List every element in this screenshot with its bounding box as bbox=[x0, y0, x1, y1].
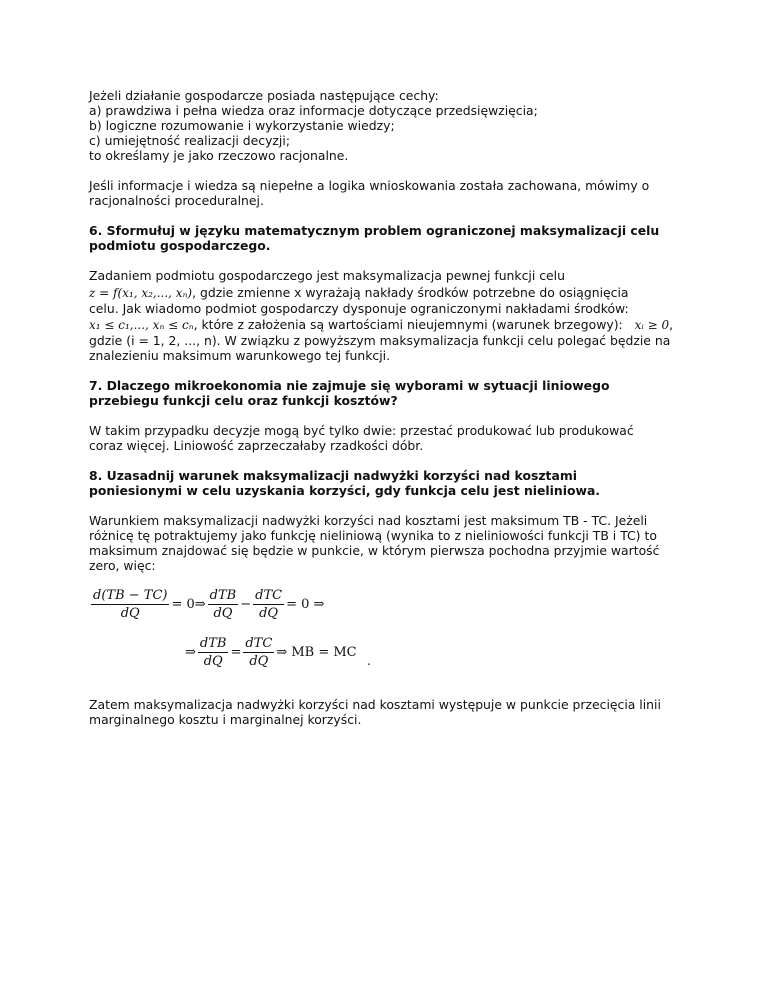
question-8-heading: poniesionymi w celu uzyskania korzyści, gdy funkcja celu jest nieliniowa. bbox=[89, 483, 601, 498]
question-6-heading: podmiotu gospodarczego. bbox=[89, 238, 271, 253]
answer-line: różnicę tę potraktujemy jako funkcję nieliniową (wynika to z nieliniowości funkcji TB i TC) to bbox=[89, 528, 657, 543]
answer-line: Warunkiem maksymalizacji nadwyżki korzyści nad kosztami jest maksimum TB - TC. Jeżeli bbox=[89, 513, 648, 528]
conclusion-line: Zatem maksymalizacja nadwyżki korzyści nad kosztami występuje w punkcie przecięcia linii bbox=[89, 697, 661, 712]
answer-line: W takim przypadku decyzje mogą być tylko dwie: przestać produkować lub produkować bbox=[89, 423, 634, 438]
answer-line: coraz więcej. Liniowość zaprzeczałaby rzadkości dóbr. bbox=[89, 438, 424, 453]
intro-line: c) umiejętność realizacji decyzji; bbox=[89, 133, 290, 148]
paragraph-line: racjonalności proceduralnej. bbox=[89, 193, 264, 208]
conclusion-line: marginalnego kosztu i marginalnej korzyści. bbox=[89, 712, 362, 727]
answer-line: zero, więc: bbox=[89, 558, 156, 573]
paragraph-line: Jeśli informacje i wiedza są niepełne a logika wnioskowania została zachowana, mówimy o bbox=[89, 178, 650, 193]
answer-line: maksimum znajdować się będzie w punkcie, w którym pierwsza pochodna przyjmie wartość bbox=[89, 543, 660, 558]
answer-line: z = f(x₁, x₂,..., xₙ), gdzie zmienne x wyrażają nakłady środków potrzebne do osiągnięcia bbox=[89, 285, 629, 300]
equation-2: ⇒ $\frac{\text{dTB}}{dQ}$ = $\frac{\text{dTC}}{dQ}$ ⇒ MB = MC . bbox=[185, 636, 371, 669]
intro-line: to określamy je jako rzeczowo racjonalne. bbox=[89, 148, 349, 163]
equation-1: $\frac{d(TB - TC)}{dQ}$ = 0⇒ $\frac{\text{dTB}}{dQ}$ − $\frac{\text{dTC}}{dQ}$ = 0 ⇒ bbox=[93, 588, 325, 621]
formula-constraints: x₁ ≤ c₁,..., xₙ ≤ cₙ bbox=[89, 318, 194, 332]
question-6-heading: 6. Sformułuj w języku matematycznym problem ograniczonej maksymalizacji celu bbox=[89, 223, 660, 238]
answer-line: celu. Jak wiadomo podmiot gospodarczy dysponuje ograniczonymi nakładami środków: bbox=[89, 301, 629, 316]
answer-line: x₁ ≤ c₁,..., xₙ ≤ cₙ, które z założenia są wartościami nieujemnymi (warunek brzegowy): xᵢ ≥ 0, bbox=[89, 317, 674, 332]
answer-line: gdzie (i = 1, 2, ..., n). W związku z powyższym maksymalizacja funkcji celu polegać będzie na bbox=[89, 333, 671, 348]
answer-line: Zadaniem podmiotu gospodarczego jest maksymalizacja pewnej funkcji celu bbox=[89, 268, 565, 283]
intro-line: b) logiczne rozumowanie i wykorzystanie wiedzy; bbox=[89, 118, 395, 133]
question-7-heading: 7. Dlaczego mikroekonomia nie zajmuje się wyborami w sytuacji liniowego bbox=[89, 378, 610, 393]
question-8-heading: 8. Uzasadnij warunek maksymalizacji nadwyżki korzyści nad kosztami bbox=[89, 468, 577, 483]
question-7-heading: przebiegu funkcji celu oraz funkcji kosztów? bbox=[89, 393, 398, 408]
answer-line: znalezieniu maksimum warunkowego tej funkcji. bbox=[89, 348, 391, 363]
document-page bbox=[89, 88, 689, 727]
formula-objective: z = f(x₁, x₂,..., xₙ) bbox=[89, 286, 193, 300]
formula-nonnegativity: xᵢ ≥ 0 bbox=[634, 318, 670, 332]
intro-line: Jeżeli działanie gospodarcze posiada następujące cechy: bbox=[89, 88, 439, 103]
intro-line: a) prawdziwa i pełna wiedza oraz informacje dotyczące przedsięwzięcia; bbox=[89, 103, 538, 118]
